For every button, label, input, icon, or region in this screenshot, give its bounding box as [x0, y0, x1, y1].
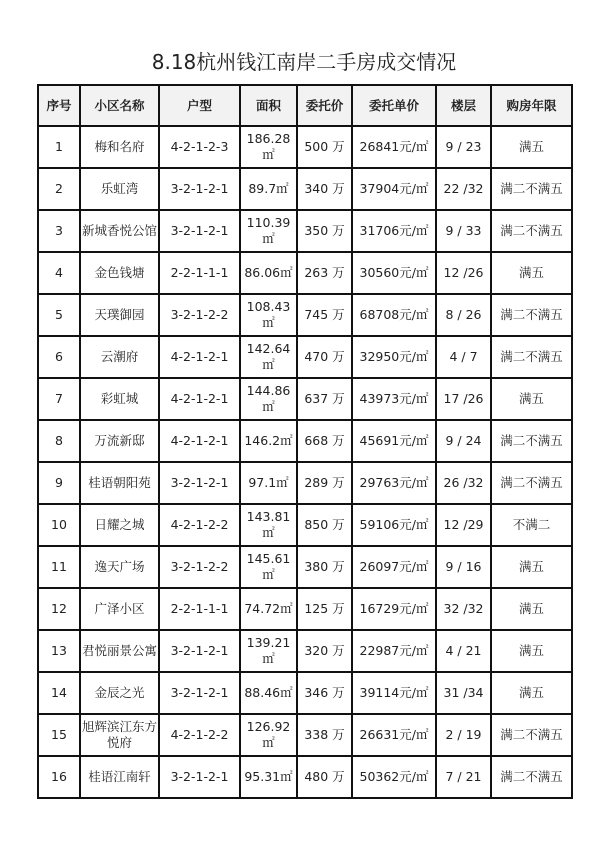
cell-community-name: 彩虹城: [80, 378, 159, 420]
cell-area: 146.2㎡: [240, 420, 297, 462]
cell-community-name: 广泽小区: [80, 588, 159, 630]
cell-listing-price: 668 万: [297, 420, 352, 462]
cell-listing-price: 380 万: [297, 546, 352, 588]
cell-floor: 4 / 7: [436, 336, 491, 378]
cell-index: 2: [38, 168, 80, 210]
cell-area: 95.31㎡: [240, 756, 297, 798]
cell-community-name: 万流新邸: [80, 420, 159, 462]
cell-community-name: 旭辉滨江东方悦府: [80, 714, 159, 756]
cell-floor: 9 / 24: [436, 420, 491, 462]
cell-ownership-years: 满五: [491, 126, 572, 168]
table-row: [38, 420, 572, 462]
cell-area: 110.39㎡: [240, 210, 297, 252]
cell-listing-price: 263 万: [297, 252, 352, 294]
cell-area: 97.1㎡: [240, 462, 297, 504]
column-header-index: 序号: [38, 85, 80, 126]
cell-floor: 32 /32: [436, 588, 491, 630]
cell-ownership-years: 满二不满五: [491, 336, 572, 378]
cell-unit-price: 45691元/㎡: [352, 420, 436, 462]
cell-community-name: 云潮府: [80, 336, 159, 378]
cell-index: 12: [38, 588, 80, 630]
table-row: [38, 336, 572, 378]
cell-listing-price: 480 万: [297, 756, 352, 798]
cell-index: 5: [38, 294, 80, 336]
cell-floor: 12 /26: [436, 252, 491, 294]
cell-floor: 17 /26: [436, 378, 491, 420]
cell-ownership-years: 满二不满五: [491, 294, 572, 336]
cell-listing-price: 350 万: [297, 210, 352, 252]
cell-floor: 31 /34: [436, 672, 491, 714]
cell-listing-price: 637 万: [297, 378, 352, 420]
cell-listing-price: 125 万: [297, 588, 352, 630]
cell-index: 9: [38, 462, 80, 504]
table-row: [38, 588, 572, 630]
cell-layout: 4-2-1-2-1: [159, 378, 240, 420]
table-row: [38, 462, 572, 504]
document-title: 8.18杭州钱江南岸二手房成交情况: [151, 50, 457, 74]
cell-unit-price: 37904元/㎡: [352, 168, 436, 210]
cell-floor: 9 / 23: [436, 126, 491, 168]
cell-area: 74.72㎡: [240, 588, 297, 630]
cell-area: 145.61㎡: [240, 546, 297, 588]
cell-ownership-years: 满二不满五: [491, 210, 572, 252]
cell-unit-price: 22987元/㎡: [352, 630, 436, 672]
column-header-community-name: 小区名称: [80, 85, 159, 126]
column-header-ownership-years: 购房年限: [491, 85, 572, 126]
cell-area: 142.64㎡: [240, 336, 297, 378]
cell-community-name: 桂语朝阳苑: [80, 462, 159, 504]
cell-layout: 3-2-1-2-1: [159, 756, 240, 798]
column-header-area: 面积: [240, 85, 297, 126]
cell-ownership-years: 满二不满五: [491, 462, 572, 504]
cell-area: 108.43㎡: [240, 294, 297, 336]
cell-layout: 4-2-1-2-2: [159, 504, 240, 546]
table-row: [38, 168, 572, 210]
cell-floor: 9 / 33: [436, 210, 491, 252]
cell-layout: 4-2-1-2-1: [159, 336, 240, 378]
cell-unit-price: 59106元/㎡: [352, 504, 436, 546]
cell-floor: 8 / 26: [436, 294, 491, 336]
cell-index: 4: [38, 252, 80, 294]
cell-ownership-years: 满五: [491, 672, 572, 714]
cell-listing-price: 346 万: [297, 672, 352, 714]
cell-listing-price: 289 万: [297, 462, 352, 504]
cell-community-name: 天璞御园: [80, 294, 159, 336]
cell-layout: 4-2-1-2-2: [159, 714, 240, 756]
cell-floor: 2 / 19: [436, 714, 491, 756]
cell-unit-price: 50362元/㎡: [352, 756, 436, 798]
cell-unit-price: 30560元/㎡: [352, 252, 436, 294]
table-row: [38, 252, 572, 294]
cell-listing-price: 850 万: [297, 504, 352, 546]
cell-ownership-years: 满二不满五: [491, 420, 572, 462]
cell-layout: 3-2-1-2-2: [159, 546, 240, 588]
cell-community-name: 梅和名府: [80, 126, 159, 168]
cell-ownership-years: 满二不满五: [491, 756, 572, 798]
table-row: [38, 126, 572, 168]
cell-layout: 4-2-1-2-1: [159, 420, 240, 462]
cell-area: 186.28㎡: [240, 126, 297, 168]
column-header-unit-price: 委托单价: [352, 85, 436, 126]
cell-index: 3: [38, 210, 80, 252]
cell-index: 14: [38, 672, 80, 714]
cell-unit-price: 26097元/㎡: [352, 546, 436, 588]
cell-community-name: 日耀之城: [80, 504, 159, 546]
cell-floor: 7 / 21: [436, 756, 491, 798]
cell-listing-price: 470 万: [297, 336, 352, 378]
cell-floor: 22 /32: [436, 168, 491, 210]
table-row: [38, 546, 572, 588]
cell-layout: 4-2-1-2-3: [159, 126, 240, 168]
cell-ownership-years: 满五: [491, 630, 572, 672]
table-row: [38, 630, 572, 672]
cell-index: 11: [38, 546, 80, 588]
cell-area: 143.81㎡: [240, 504, 297, 546]
cell-ownership-years: 满二不满五: [491, 714, 572, 756]
cell-ownership-years: 满五: [491, 252, 572, 294]
cell-index: 16: [38, 756, 80, 798]
cell-floor: 9 / 16: [436, 546, 491, 588]
column-header-floor: 楼层: [436, 85, 491, 126]
table-row: [38, 378, 572, 420]
cell-layout: 3-2-1-2-1: [159, 210, 240, 252]
cell-community-name: 金辰之光: [80, 672, 159, 714]
table-row: [38, 504, 572, 546]
cell-ownership-years: 满五: [491, 588, 572, 630]
cell-area: 126.92㎡: [240, 714, 297, 756]
table-row: [38, 210, 572, 252]
transactions-table: [37, 84, 573, 799]
cell-ownership-years: 满二不满五: [491, 168, 572, 210]
column-header-layout: 户型: [159, 85, 240, 126]
cell-unit-price: 26631元/㎡: [352, 714, 436, 756]
header-row: [38, 85, 572, 126]
cell-ownership-years: 满五: [491, 546, 572, 588]
cell-layout: 2-2-1-1-1: [159, 252, 240, 294]
cell-unit-price: 32950元/㎡: [352, 336, 436, 378]
cell-community-name: 逸天广场: [80, 546, 159, 588]
cell-index: 1: [38, 126, 80, 168]
table-row: [38, 756, 572, 798]
cell-floor: 26 /32: [436, 462, 491, 504]
cell-unit-price: 16729元/㎡: [352, 588, 436, 630]
cell-unit-price: 31706元/㎡: [352, 210, 436, 252]
cell-listing-price: 338 万: [297, 714, 352, 756]
cell-area: 139.21㎡: [240, 630, 297, 672]
cell-ownership-years: 满五: [491, 378, 572, 420]
cell-floor: 12 /29: [436, 504, 491, 546]
cell-community-name: 新城香悦公馆: [80, 210, 159, 252]
cell-layout: 2-2-1-1-1: [159, 588, 240, 630]
table-row: [38, 714, 572, 756]
cell-layout: 3-2-1-2-1: [159, 672, 240, 714]
cell-listing-price: 320 万: [297, 630, 352, 672]
cell-unit-price: 29763元/㎡: [352, 462, 436, 504]
cell-index: 10: [38, 504, 80, 546]
cell-index: 15: [38, 714, 80, 756]
cell-area: 88.46㎡: [240, 672, 297, 714]
cell-unit-price: 26841元/㎡: [352, 126, 436, 168]
cell-layout: 3-2-1-2-1: [159, 168, 240, 210]
cell-area: 144.86㎡: [240, 378, 297, 420]
cell-unit-price: 68708元/㎡: [352, 294, 436, 336]
cell-layout: 3-2-1-2-1: [159, 462, 240, 504]
cell-unit-price: 43973元/㎡: [352, 378, 436, 420]
cell-index: 7: [38, 378, 80, 420]
cell-ownership-years: 不满二: [491, 504, 572, 546]
cell-community-name: 桂语江南轩: [80, 756, 159, 798]
cell-floor: 4 / 21: [436, 630, 491, 672]
cell-listing-price: 340 万: [297, 168, 352, 210]
cell-community-name: 金色钱塘: [80, 252, 159, 294]
cell-area: 89.7㎡: [240, 168, 297, 210]
cell-index: 6: [38, 336, 80, 378]
cell-community-name: 君悦丽景公寓: [80, 630, 159, 672]
cell-community-name: 乐虹湾: [80, 168, 159, 210]
column-header-listing-price: 委托价: [297, 85, 352, 126]
cell-listing-price: 745 万: [297, 294, 352, 336]
table-row: [38, 672, 572, 714]
cell-layout: 3-2-1-2-1: [159, 630, 240, 672]
cell-unit-price: 39114元/㎡: [352, 672, 436, 714]
cell-area: 86.06㎡: [240, 252, 297, 294]
cell-layout: 3-2-1-2-2: [159, 294, 240, 336]
cell-index: 8: [38, 420, 80, 462]
cell-index: 13: [38, 630, 80, 672]
cell-listing-price: 500 万: [297, 126, 352, 168]
table-row: [38, 294, 572, 336]
